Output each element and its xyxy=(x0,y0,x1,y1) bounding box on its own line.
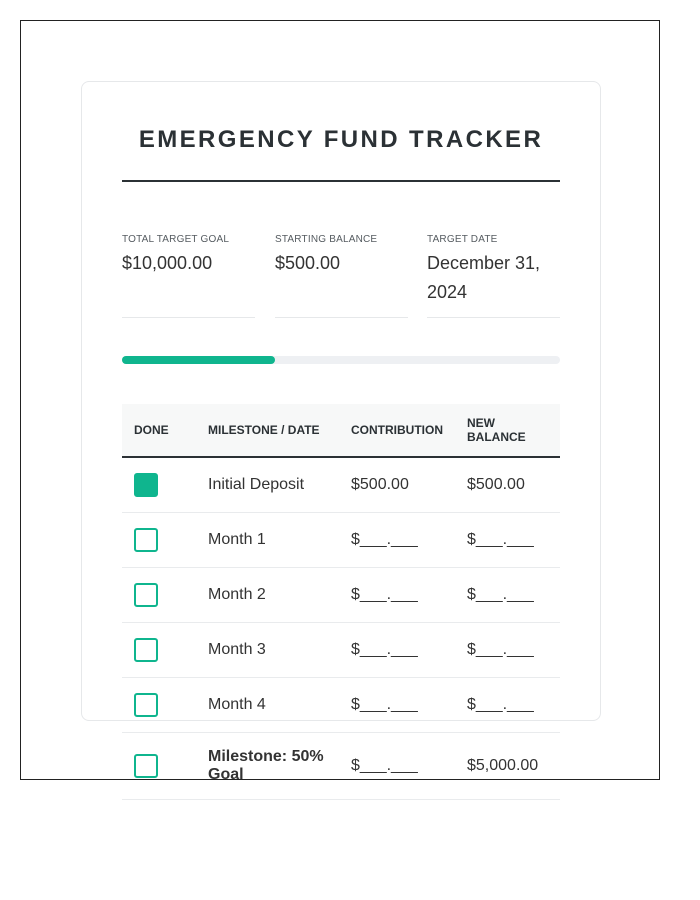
cell-milestone: Month 3 xyxy=(196,623,339,678)
cell-milestone: Month 2 xyxy=(196,568,339,623)
cell-contribution[interactable]: $___.___ xyxy=(339,568,455,623)
table-row xyxy=(122,457,560,513)
done-checkbox[interactable] xyxy=(134,473,158,497)
stat-value: December 31, 2024 xyxy=(427,253,541,302)
table-header-row xyxy=(122,404,560,457)
cell-done xyxy=(122,513,196,568)
cell-new-balance[interactable]: $___.___ xyxy=(455,678,560,733)
cell-contribution[interactable]: $___.___ xyxy=(339,623,455,678)
done-checkbox[interactable] xyxy=(134,583,158,607)
cell-contribution[interactable]: $___.___ xyxy=(339,513,455,568)
done-checkbox[interactable] xyxy=(134,528,158,552)
cell-done xyxy=(122,733,196,800)
cell-new-balance[interactable]: $___.___ xyxy=(455,623,560,678)
header-milestone: MILESTONE / DATE xyxy=(196,404,339,457)
table-row xyxy=(122,623,560,678)
cell-milestone: Month 4 xyxy=(196,678,339,733)
page-title: EMERGENCY FUND TRACKER xyxy=(138,126,544,153)
progress-bar xyxy=(122,356,560,364)
cell-new-balance[interactable]: $5,000.00 xyxy=(455,733,560,800)
cell-new-balance[interactable]: $___.___ xyxy=(455,568,560,623)
stat-value: $500.00 xyxy=(275,253,341,273)
stat-label: TARGET DATE xyxy=(427,234,498,245)
stat-starting-balance xyxy=(275,234,408,318)
header-contribution: CONTRIBUTION xyxy=(339,404,455,457)
done-checkbox[interactable] xyxy=(134,754,158,778)
cell-done xyxy=(122,568,196,623)
cell-milestone: Initial Deposit xyxy=(196,457,339,513)
table-row xyxy=(122,733,560,800)
cell-new-balance[interactable]: $___.___ xyxy=(455,513,560,568)
stat-target-date xyxy=(427,234,560,318)
title-divider xyxy=(122,180,560,182)
cell-contribution[interactable]: $___.___ xyxy=(339,678,455,733)
cell-done xyxy=(122,623,196,678)
done-checkbox[interactable] xyxy=(134,693,158,717)
cell-milestone: Month 1 xyxy=(196,513,339,568)
done-checkbox[interactable] xyxy=(134,638,158,662)
header-done: DONE xyxy=(122,404,196,457)
table-row xyxy=(122,513,560,568)
header-new-balance: NEW BALANCE xyxy=(455,404,560,457)
cell-milestone: Milestone: 50% Goal xyxy=(196,733,339,800)
milestone-table xyxy=(122,404,560,800)
cell-contribution[interactable]: $___.___ xyxy=(339,733,455,800)
progress-fill xyxy=(122,356,275,364)
stat-value: $10,000.00 xyxy=(122,253,213,273)
table-row xyxy=(122,678,560,733)
cell-new-balance[interactable]: $500.00 xyxy=(455,457,560,513)
stat-target-goal xyxy=(122,234,255,318)
table-row xyxy=(122,568,560,623)
cell-contribution[interactable]: $500.00 xyxy=(339,457,455,513)
cell-done xyxy=(122,457,196,513)
stat-label: STARTING BALANCE xyxy=(275,234,378,245)
cell-done xyxy=(122,678,196,733)
stat-label: TOTAL TARGET GOAL xyxy=(122,234,230,245)
